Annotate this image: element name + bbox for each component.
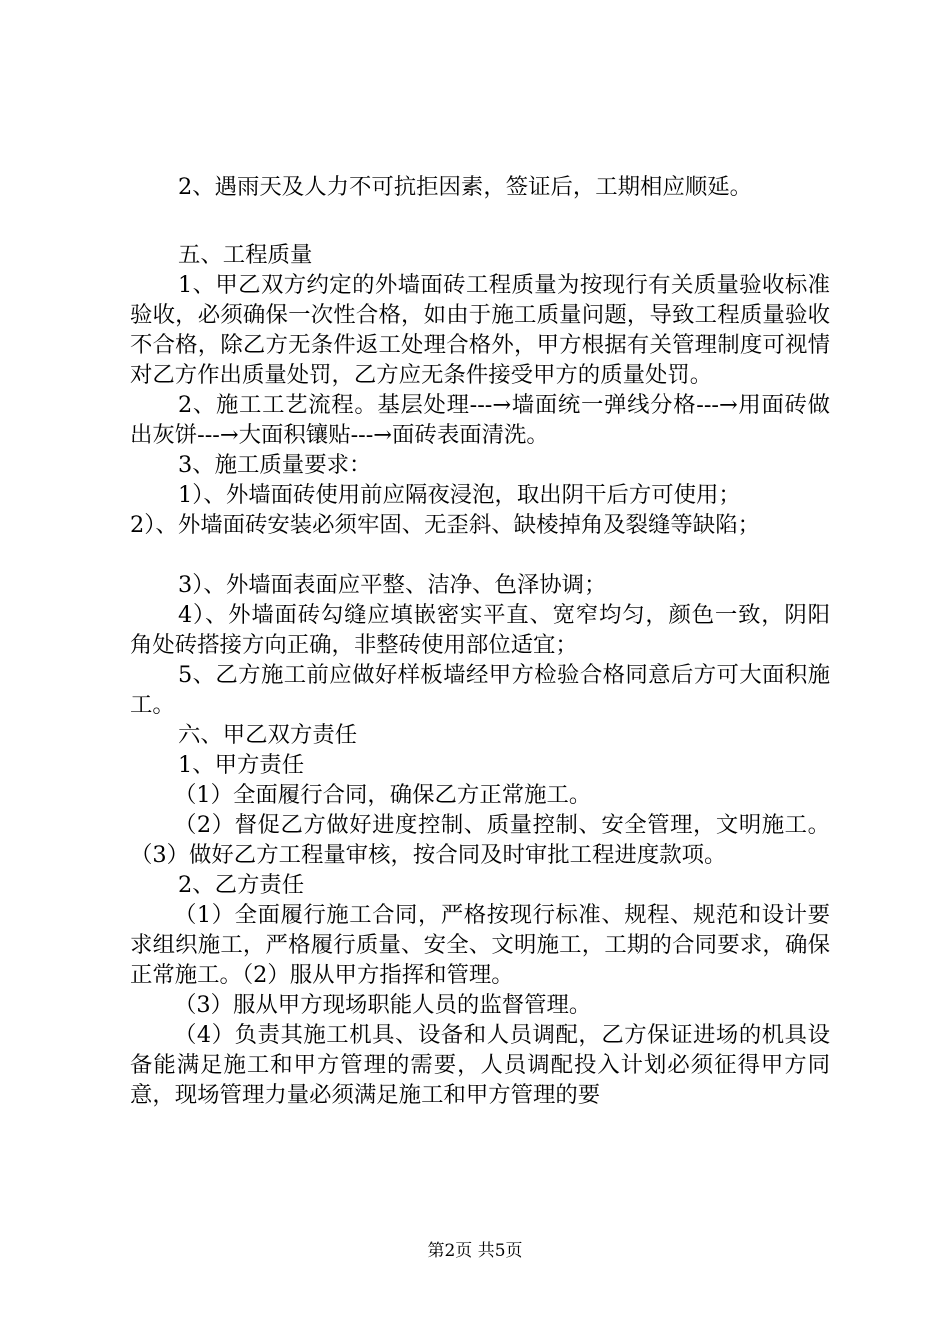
list-item-requirement-3: 3）、外墙面表面应平整、洁净、色泽协调； — [178, 572, 607, 598]
paragraph-quality-standard: 1、甲乙双方约定的外墙面砖工程质量为按现行有关质量验收标准验收，必须确保一次性合格，如由于施工质量问题，导致工程质量验收不合格，除乙方无条件返工处理合格外，甲方根据有关管理制度可视情对乙方作出质量处罚，乙方应无条件接受甲方的质量处罚。 — [130, 272, 830, 388]
paragraph-process-flow: 2、施工工艺流程。基层处理---→墙面统一弹线分格---→用面砖做出灰饼---→大面积镶贴---→面砖表面清洗。 — [130, 392, 830, 448]
list-item-party-b-1: （1）全面履行施工合同，严格按现行标准、规程、规范和设计要求组织施工，严格履行质量、安全、文明施工，工期的合同要求，确保正常施工。（2）服从甲方指挥和管理。 — [130, 902, 830, 988]
subheading-party-a: 1、甲方责任 — [178, 752, 305, 778]
list-item-party-a-2: （2）督促乙方做好进度控制、质量控制、安全管理，文明施工。（3）做好乙方工程量审核，按合同及时审批工程进度款项。 — [130, 812, 830, 868]
document-body — [130, 172, 830, 1110]
list-item-party-a-1: （1）全面履行合同，确保乙方正常施工。 — [174, 782, 592, 808]
list-item-requirement-1: 1）、外墙面砖使用前应隔夜浸泡，取出阴干后方可使用； — [178, 482, 741, 508]
paragraph-quality-requirements: 3、施工质量要求： — [178, 452, 372, 478]
list-item-requirement-4: 4）、外墙面砖勾缝应填嵌密实平直、宽窄均匀，颜色一致，阴阳角处砖搭接方向正确，非整砖使用部位适宜； — [130, 602, 830, 658]
section-heading-responsibilities: 六、甲乙双方责任 — [178, 722, 358, 748]
section-heading-quality: 五、工程质量 — [178, 242, 313, 268]
list-item-requirement-2: 2）、外墙面砖安装必须牢固、无歪斜、缺棱掉角及裂缝等缺陷； — [130, 512, 760, 538]
subheading-party-b: 2、乙方责任 — [178, 872, 305, 898]
list-item-party-b-4: （4）负责其施工机具、设备和人员调配，乙方保证进场的机具设备能满足施工和甲方管理的需要，人员调配投入计划必须征得甲方同意，现场管理力量必须满足施工和甲方管理的要 — [130, 1022, 830, 1108]
paragraph-sample-wall: 5、乙方施工前应做好样板墙经甲方检验合格同意后方可大面积施工。 — [130, 662, 830, 718]
list-item-party-b-3: （3）服从甲方现场职能人员的监督管理。 — [174, 992, 592, 1018]
page-number-footer: 第2页 共5页 — [427, 1241, 523, 1261]
paragraph-schedule-extension: 2、遇雨天及人力不可抗拒因素，签证后，工期相应顺延。 — [178, 174, 753, 200]
